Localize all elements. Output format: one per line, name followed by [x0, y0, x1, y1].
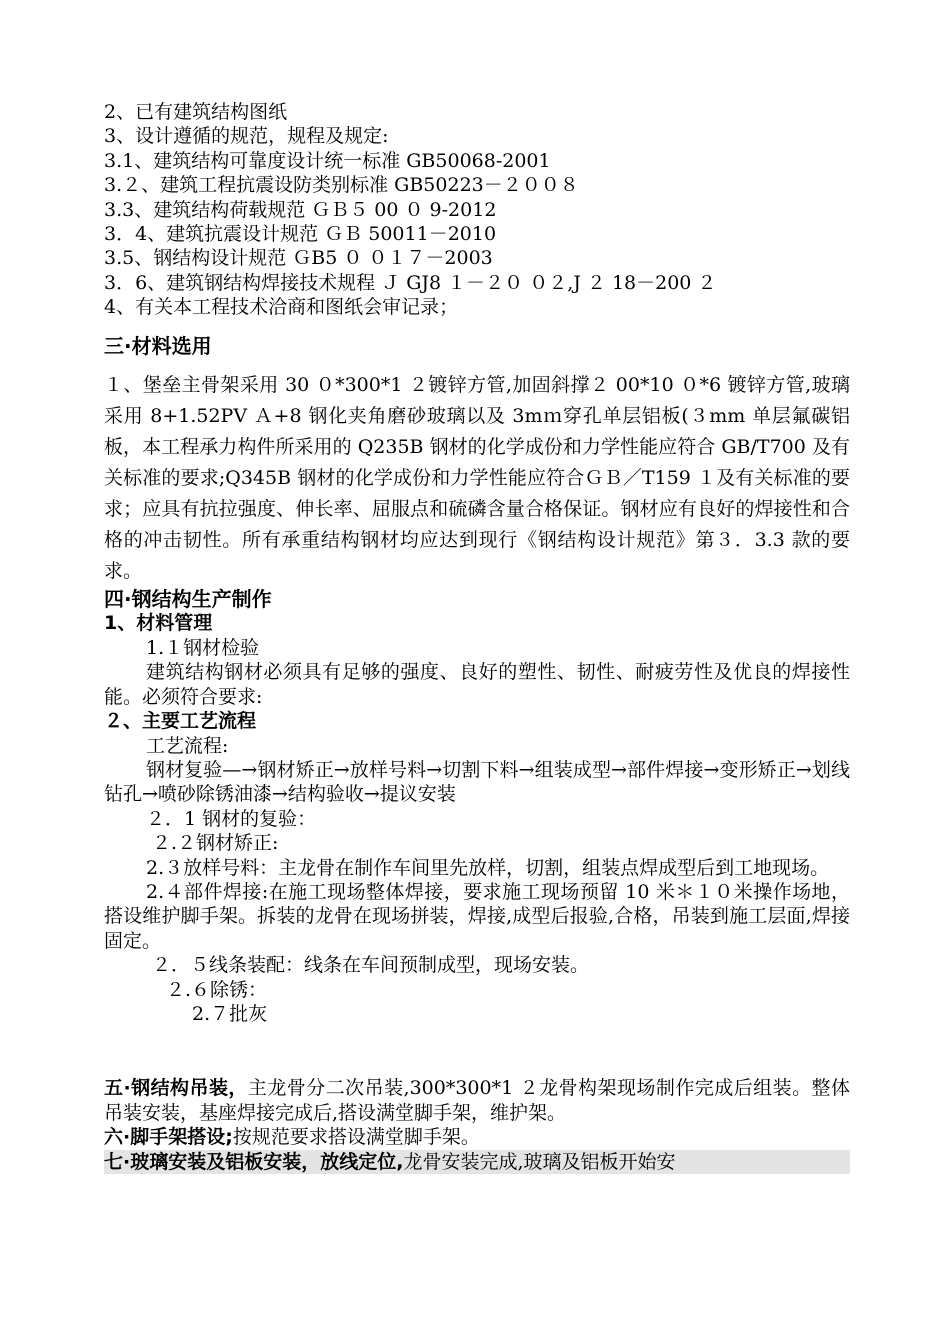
section-7-body: 龙骨安装完成,玻璃及铝板开始安 — [403, 1150, 676, 1173]
standard-3-5: 3.5、钢结构设计规范 ＧB5 ０ ０１７－2003 — [104, 247, 493, 270]
steel-inspection-body: 建筑结构钢材必须具有足够的强度、良好的塑性、韧性、耐疲劳性及优良的焊接性能。必须符合要求: — [104, 661, 850, 708]
section-7 — [104, 1150, 850, 1174]
step-2-3: 2.３放样号料：主龙骨在制作车间里先放样，切割，组装点焊成型后到工地现场。 — [146, 856, 830, 879]
steel-inspection-heading: 1.１钢材检验 — [146, 636, 260, 659]
section-6-heading: 六·脚手架搭设; — [104, 1126, 233, 1149]
standard-3-1: 3.1、建筑结构可靠度设计统一标准 GB50068-2001 — [104, 149, 551, 172]
section-3-heading: 三·材料选用 — [104, 333, 212, 358]
step-2-4: 2.４部件焊接:在施工现场整体焊接，要求施工现场预留 10 米＊１０米操作场地，搭设维护脚手架。拆装的龙骨在现场拼装，焊接,成型后报验,合格，吊装到施工层面,焊接固定。 — [104, 880, 850, 952]
document-page — [104, 100, 850, 1174]
process-flow-heading: ２、主要工艺流程 — [104, 710, 257, 733]
step-2-5: ２．５线条装配：线条在车间预制成型，现场安装。 — [152, 954, 590, 977]
step-2-1: ２．1 钢材的复验： — [146, 807, 317, 830]
basis-item-3: 3、设计遵循的规范，规程及规定: — [104, 125, 389, 148]
basis-item-2: 2、已有建筑结构图纸 — [104, 101, 288, 123]
basis-item-4: 4、有关本工程技术洽商和图纸会审记录； — [104, 296, 459, 319]
materials-paragraph: １、堡垒主骨架采用 30 ０*300*1 ２镀锌方管,加固斜撑２ 00*10 ０*6 镀锌方管,玻璃采用 8+1.52PV Ａ+8 钢化夹角磨砂玻璃以及 3mｍ穿孔单层铝板(３mm 单层氟碳铝板，本工程承力构件所采用的 Q235B 钢材的化学成份和力学性能应符合 GB/T700 及有关标准的要求;Q345B 钢材的化学成份和力学性能应符合ＧＢ／T159 １及有关标准的要求；应具有抗拉强度、伸长率、屈服点和硫磷含量合格保证。钢材应有良好的焊接性和合格的冲击韧性。所有承重结构钢材均应达到现行《钢结构设计规范》第３．3.3 款的要求。 — [104, 374, 850, 583]
process-flow-label: 工艺流程: — [146, 734, 229, 757]
section-5-body: 主龙骨分二次吊装,300*300*1 ２龙骨构架现场制作完成后组装。整体吊装安装，基座焊接完成后,搭设满堂脚手架，维护架。 — [104, 1077, 850, 1124]
standard-3-3: 3.3、建筑结构荷载规范 ＧＢ５ 00 ０ 9-2012 — [104, 198, 497, 221]
section-6 — [104, 1125, 850, 1149]
section-5 — [104, 1076, 850, 1125]
section-5-heading: 五·钢结构吊装， — [104, 1077, 248, 1100]
standard-3-6: 3．6、建筑钢结构焊接技术规程 Ｊ GJ8 １－２０ ０２,J ２ 18－200 ２ — [104, 271, 717, 294]
step-2-2: ２.２钢材矫正: — [152, 832, 279, 855]
step-2-7: 2.７批灰 — [192, 1002, 268, 1025]
step-2-6: ２.６除锈： — [166, 978, 268, 1001]
standard-3-4: 3．4、建筑抗震设计规范 ＧＢ 50011－2010 — [104, 223, 497, 246]
section-7-heading: 七·玻璃安装及铝板安装，放线定位, — [104, 1150, 404, 1173]
blank-space — [104, 1026, 850, 1076]
material-management-heading: 1、材料管理 — [104, 612, 213, 635]
standard-3-2: 3.２、建筑工程抗震设防类别标准 GB50223－２００８ — [104, 174, 579, 197]
process-flow-body: 钢材复验—→钢材矫正→放样号料→切割下料→组装成型→部件焊接→变形矫正→划线钻孔→喷砂除锈油漆→结构验收→提议安装 — [104, 758, 850, 806]
section-6-body: 按规范要求搭设满堂脚手架。 — [232, 1126, 480, 1149]
section-4-heading: 四·钢结构生产制作 — [104, 587, 272, 612]
